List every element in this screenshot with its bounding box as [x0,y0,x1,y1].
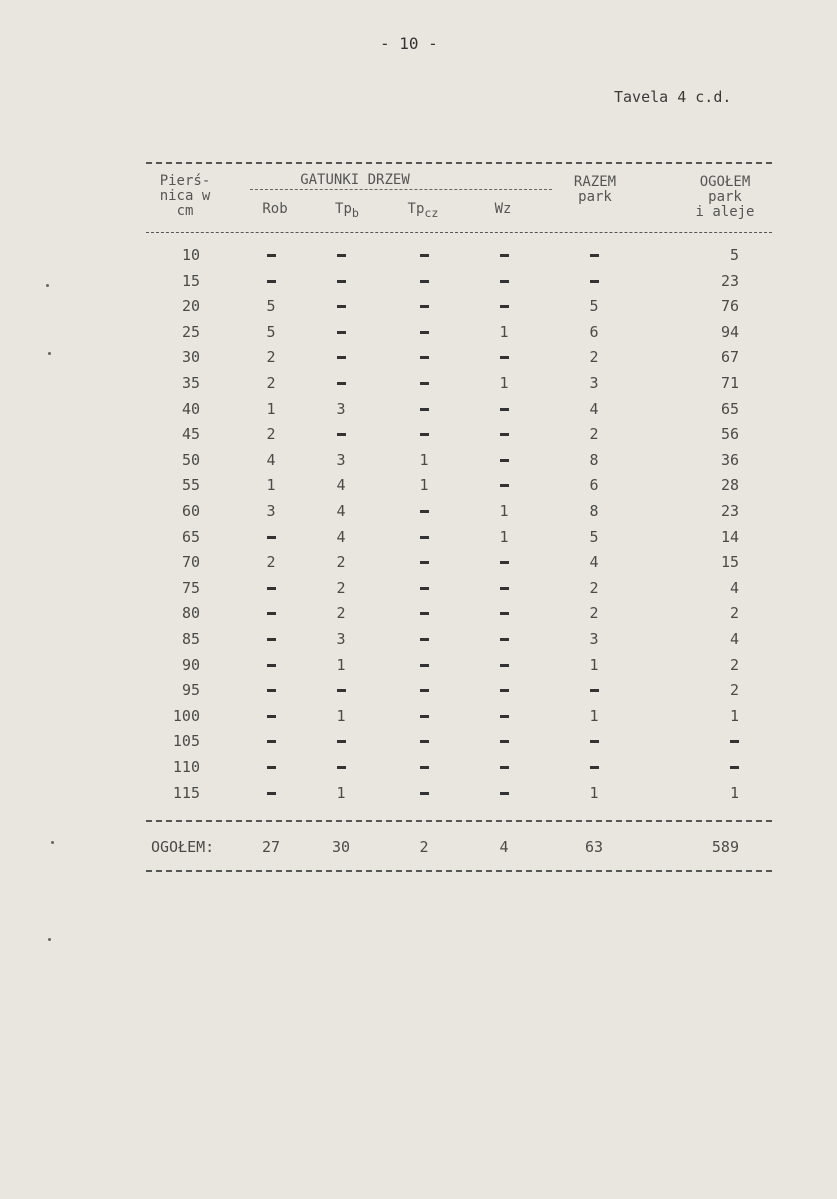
cell-tpcz [394,323,454,341]
cell-wz: 1 [499,374,509,392]
cell-razem: 1 [589,706,599,725]
page-number: - 10 - [380,34,438,53]
cell-diameter: 100 [172,706,200,725]
cell-rob [241,528,301,546]
cell-diameter: 95 [181,681,200,700]
totals-rob: 27 [261,838,281,856]
cell-diameter: 60 [181,502,200,520]
cell-ogolem: 14 [720,527,739,546]
cell-ogolem: 2 [729,681,739,700]
cell-rob [241,246,301,264]
cell-tpcz [394,348,454,366]
cell-razem: 8 [589,502,599,520]
totals-label: OGOŁEM: [151,838,215,856]
dash-mark [267,254,276,257]
cell-wz [474,681,534,699]
table-row [0,579,837,604]
dash-mark [420,766,429,769]
cell-razem: 4 [589,553,599,572]
dash-mark [337,382,346,385]
cell-tpcz [394,784,454,802]
dash-mark [420,638,429,641]
cell-wz [474,732,534,750]
cell-wz [474,707,534,725]
cell-wz [474,348,534,366]
cell-diameter: 50 [181,450,200,469]
cell-rob: 1 [266,476,276,495]
dash-mark [590,766,599,769]
cell-wz: 1 [499,502,509,520]
dash-mark [420,715,429,718]
cell-razem [564,681,624,699]
header-tpcz [398,202,448,221]
header-group-species: GATUNKI DRZEW [300,172,410,188]
cell-tpb [311,425,371,443]
cell-wz: 1 [499,527,509,546]
cell-rob [241,656,301,674]
dash-mark [420,536,429,539]
cell-rob [241,579,301,597]
cell-tpb [311,348,371,366]
dash-mark [420,433,429,436]
dash-mark [730,740,739,743]
cell-tpb: 4 [336,527,346,546]
cell-diameter: 55 [181,476,200,495]
dash-mark [337,356,346,359]
cell-wz: 1 [499,322,509,341]
cell-ogolem [689,758,739,776]
cell-diameter: 90 [181,655,200,674]
dash-mark [500,356,509,359]
cell-razem [564,732,624,750]
dash-mark [267,792,276,795]
totals-razem: 63 [584,838,604,856]
dash-mark [500,280,509,283]
cell-tpcz [394,630,454,648]
dash-mark [420,280,429,283]
cell-tpcz [394,553,454,571]
cell-ogolem: 23 [720,271,739,290]
cell-tpcz [394,528,454,546]
header-wz: Wz [494,201,512,217]
cell-wz [474,425,534,443]
cell-tpcz [394,758,454,776]
cell-razem: 6 [589,322,599,341]
totals-top-rule [146,820,772,822]
cell-diameter: 85 [181,630,200,648]
cell-wz [474,476,534,494]
cell-razem: 2 [589,348,599,367]
cell-diameter: 15 [181,271,200,290]
dash-mark [500,561,509,564]
header-tpcz-main: Tp [407,201,425,217]
table-row [0,348,837,373]
dash-mark [267,766,276,769]
cell-ogolem: 4 [729,578,739,597]
dash-mark [500,766,509,769]
cell-ogolem: 2 [729,604,739,623]
header-razem [560,175,630,205]
cell-ogolem: 2 [729,655,739,674]
cell-tpb [311,732,371,750]
cell-tpcz [394,681,454,699]
header-ogolem-line3: i aleje [695,204,755,220]
dash-mark [420,689,429,692]
cell-tpcz: 1 [419,476,429,495]
dash-mark [500,740,509,743]
cell-razem: 2 [589,604,599,623]
cell-ogolem: 5 [729,246,739,264]
cell-rob [241,707,301,725]
cell-tpcz [394,297,454,315]
table-row [0,604,837,629]
cell-rob: 2 [266,348,276,367]
cell-tpb: 2 [336,553,346,572]
table-top-rule [146,162,772,164]
cell-rob: 2 [266,553,276,572]
header-ogolem [680,175,770,220]
dash-mark [420,408,429,411]
dash-mark [590,689,599,692]
dash-mark [337,280,346,283]
dash-mark [337,766,346,769]
cell-ogolem [689,732,739,750]
cell-razem [564,272,624,290]
cell-tpb: 3 [336,399,346,418]
header-ogolem-line1: OGOŁEM [699,174,751,190]
cell-ogolem: 65 [720,399,739,418]
dash-mark [420,792,429,795]
cell-tpb: 2 [336,604,346,623]
table-row [0,528,837,553]
table-row [0,707,837,732]
dash-mark [420,510,429,513]
cell-ogolem: 15 [720,553,739,572]
dash-mark [267,587,276,590]
table-reference: Tavela 4 c.d. [614,88,732,106]
cell-rob: 5 [266,322,276,341]
table-row [0,681,837,706]
cell-tpb [311,272,371,290]
cell-ogolem: 71 [720,374,739,392]
header-razem-line2: park [578,189,612,205]
cell-diameter: 35 [181,374,200,392]
cell-tpb: 1 [336,783,346,802]
cell-razem [564,246,624,264]
cell-tpb: 1 [336,655,346,674]
cell-rob [241,604,301,622]
header-rob: Rob [262,201,288,217]
dash-mark [267,740,276,743]
totals-ogolem: 589 [711,838,739,856]
cell-tpcz [394,272,454,290]
cell-tpcz [394,732,454,750]
cell-wz [474,630,534,648]
cell-rob: 1 [266,399,276,418]
dash-mark [267,638,276,641]
dash-mark [420,254,429,257]
cell-razem: 8 [589,450,599,469]
dash-mark [420,740,429,743]
cell-rob [241,732,301,750]
dash-mark [590,740,599,743]
header-tpb-sub: b [351,205,359,220]
cell-wz [474,784,534,802]
header-tpcz-sub: cz [424,205,439,220]
cell-razem: 4 [589,399,599,418]
header-razem-line1: RAZEM [573,174,617,190]
table-row [0,732,837,757]
cell-tpcz [394,502,454,520]
cell-ogolem: 28 [720,476,739,495]
cell-rob: 2 [266,374,276,392]
cell-wz [474,272,534,290]
cell-wz [474,579,534,597]
cell-wz [474,656,534,674]
dash-mark [267,612,276,615]
cell-ogolem: 56 [720,425,739,444]
header-tpb [322,202,372,221]
cell-wz [474,553,534,571]
cell-rob [241,758,301,776]
cell-tpcz [394,374,454,392]
cell-ogolem: 94 [720,322,739,341]
cell-razem: 1 [589,783,599,802]
cell-tpcz [394,579,454,597]
cell-tpcz [394,707,454,725]
cell-razem: 2 [589,578,599,597]
cell-tpb: 1 [336,706,346,725]
dash-mark [420,305,429,308]
header-diameter-line3: cm [176,203,194,219]
cell-tpb: 3 [336,450,346,469]
dash-mark [420,561,429,564]
header-diameter-line1: Pierś- [159,173,211,189]
header-group-underline [250,189,552,190]
cell-wz [474,297,534,315]
dash-mark [337,331,346,334]
table-row [0,784,837,809]
cell-rob [241,681,301,699]
cell-diameter: 10 [181,246,200,264]
table-row [0,374,837,399]
table-row [0,272,837,297]
cell-ogolem: 1 [729,783,739,802]
dash-mark [420,356,429,359]
cell-diameter: 105 [172,732,200,751]
cell-diameter: 20 [181,297,200,316]
cell-tpcz [394,656,454,674]
cell-tpcz [394,425,454,443]
dash-mark [500,459,509,462]
dash-mark [420,587,429,590]
cell-tpb [311,323,371,341]
cell-tpb [311,758,371,776]
cell-ogolem: 67 [720,348,739,367]
cell-tpb: 4 [336,476,346,495]
margin-speck [46,284,49,287]
cell-diameter: 40 [181,399,200,418]
table-row [0,656,837,681]
dash-mark [267,715,276,718]
table-bottom-rule [146,870,772,872]
table-row [0,630,837,655]
dash-mark [267,280,276,283]
cell-tpb: 3 [336,630,346,648]
table-row [0,400,837,425]
table-row [0,246,837,271]
cell-razem: 1 [589,655,599,674]
cell-ogolem: 76 [720,297,739,316]
cell-wz [474,451,534,469]
cell-rob [241,272,301,290]
margin-speck [48,352,51,355]
cell-rob: 4 [266,450,276,469]
cell-diameter: 110 [172,758,200,776]
cell-diameter: 25 [181,322,200,341]
dash-mark [267,689,276,692]
dash-mark [500,612,509,615]
cell-rob: 5 [266,297,276,316]
header-bottom-rule [146,232,772,233]
table-row [0,451,837,476]
cell-diameter: 70 [181,553,200,572]
table-row [0,758,837,783]
totals-wz: 4 [499,838,509,856]
cell-razem: 5 [589,527,599,546]
table-row [0,476,837,501]
dash-mark [500,254,509,257]
cell-razem: 6 [589,476,599,495]
cell-razem: 3 [589,630,599,648]
margin-speck [48,938,51,941]
cell-razem: 2 [589,425,599,444]
dash-mark [590,254,599,257]
header-tpb-main: Tp [335,201,352,217]
cell-diameter: 65 [181,527,200,546]
cell-rob [241,784,301,802]
cell-diameter: 30 [181,348,200,367]
cell-tpcz [394,400,454,418]
cell-tpcz: 1 [419,450,429,469]
cell-rob: 3 [266,502,276,520]
dash-mark [420,612,429,615]
cell-ogolem: 23 [720,502,739,520]
header-ogolem-line2: park [708,189,742,205]
cell-wz [474,604,534,622]
dash-mark [500,638,509,641]
header-diameter-line2: nica w [159,188,211,204]
cell-razem: 5 [589,297,599,316]
dash-mark [337,254,346,257]
dash-mark [420,331,429,334]
cell-tpcz [394,604,454,622]
dash-mark [500,664,509,667]
cell-rob: 2 [266,425,276,444]
cell-razem [564,758,624,776]
table-row [0,502,837,527]
dash-mark [337,433,346,436]
cell-tpb: 4 [336,502,346,520]
cell-razem: 3 [589,374,599,392]
table-row [0,553,837,578]
cell-tpcz [394,246,454,264]
totals-tpcz: 2 [419,838,429,856]
header-diameter [150,174,220,219]
cell-diameter: 75 [181,578,200,597]
dash-mark [590,280,599,283]
dash-mark [500,715,509,718]
cell-wz [474,758,534,776]
cell-diameter: 45 [181,425,200,444]
table-row [0,323,837,348]
cell-diameter: 115 [172,783,200,802]
cell-tpb: 2 [336,578,346,597]
dash-mark [500,587,509,590]
dash-mark [267,536,276,539]
cell-tpb [311,374,371,392]
margin-speck [51,841,54,844]
dash-mark [337,740,346,743]
dash-mark [267,664,276,667]
cell-ogolem: 1 [729,706,739,725]
cell-tpb [311,681,371,699]
dash-mark [420,382,429,385]
cell-wz [474,400,534,418]
dash-mark [420,664,429,667]
table-row [0,297,837,322]
dash-mark [500,792,509,795]
cell-tpb [311,297,371,315]
dash-mark [500,689,509,692]
dash-mark [337,305,346,308]
cell-ogolem: 36 [720,450,739,469]
cell-diameter: 80 [181,604,200,623]
dash-mark [500,484,509,487]
dash-mark [500,408,509,411]
dash-mark [730,766,739,769]
dash-mark [500,305,509,308]
cell-rob [241,630,301,648]
cell-tpb [311,246,371,264]
cell-ogolem: 4 [729,630,739,648]
table-row [0,425,837,450]
dash-mark [337,689,346,692]
totals-tpb: 30 [331,838,351,856]
cell-wz [474,246,534,264]
dash-mark [500,433,509,436]
